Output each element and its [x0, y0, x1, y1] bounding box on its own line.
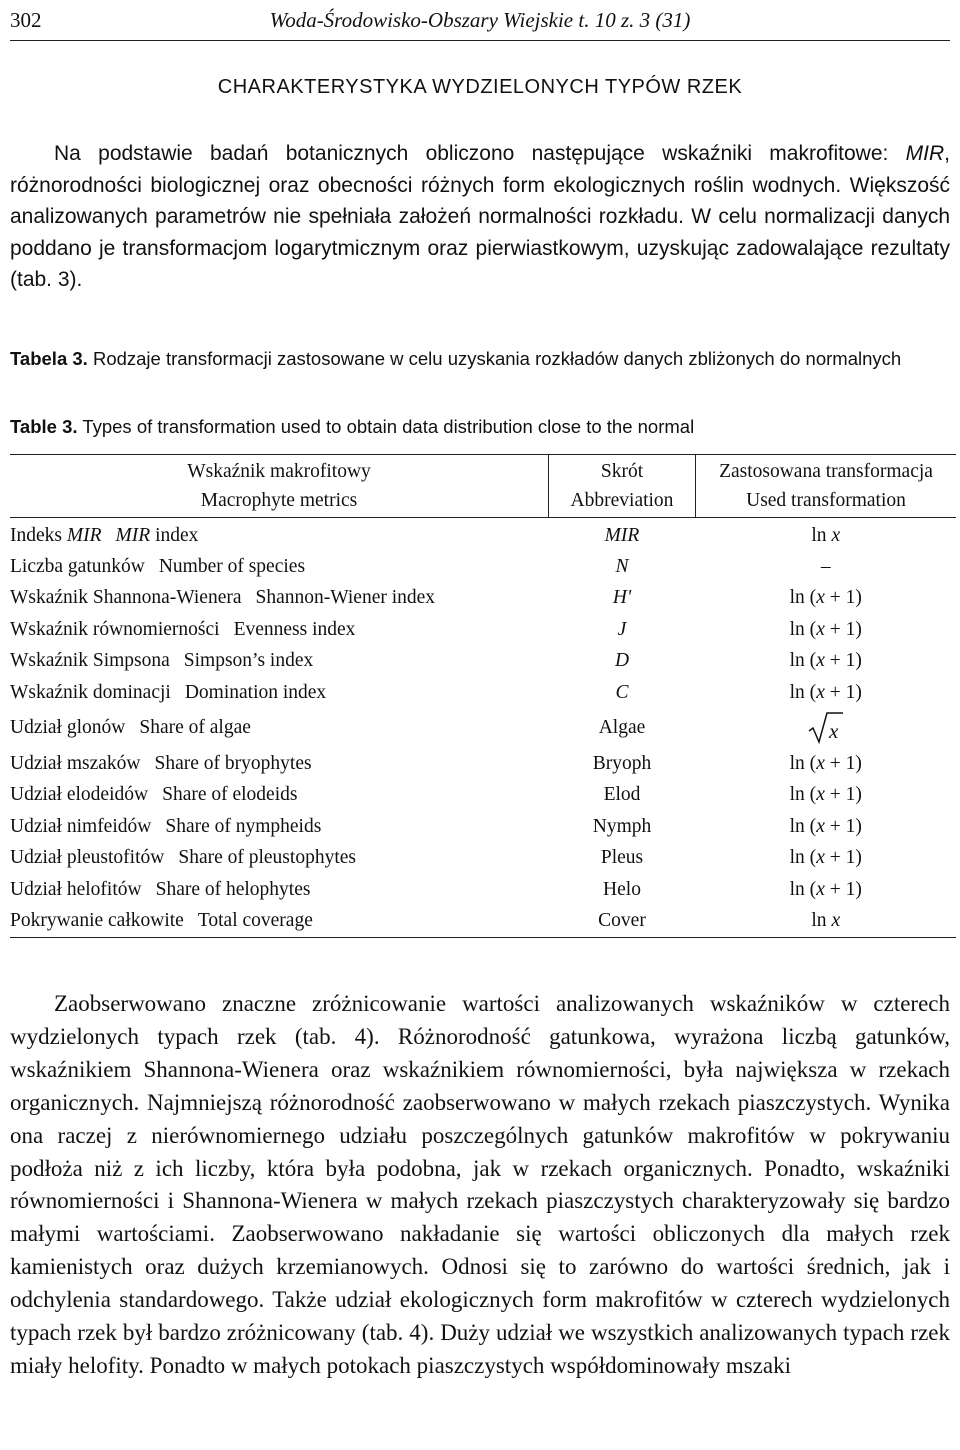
cell-metric-en: Share of bryophytes: [154, 753, 312, 775]
trans-suffix: + 1): [824, 878, 862, 900]
cell-metric: [10, 905, 549, 937]
cell-metric-pl: Udział pleustofitów: [10, 847, 165, 869]
cell-abbreviation: Cover: [598, 909, 646, 931]
trans-prefix: ln (: [789, 753, 817, 775]
cell-abbreviation: Helo: [603, 878, 641, 900]
trans-variable: x: [816, 618, 825, 640]
table-caption-pl: [10, 346, 950, 372]
section-title: CHARAKTERYSTYKA WYDZIELONYCH TYPÓW RZEK: [217, 76, 743, 98]
cell-metric-pl: Wskaźnik Simpsona: [10, 650, 170, 672]
trans-prefix: ln (: [789, 650, 817, 672]
table-row: [10, 518, 956, 552]
cell-metric-pl: Udział mszaków: [10, 753, 141, 775]
cell-metric-pl: Udział nimfeidów: [10, 815, 152, 837]
cell-metric-pl: Wskaźnik równomierności: [10, 618, 220, 640]
cell-metric-pl: Wskaźnik dominacji: [10, 681, 171, 703]
cell-transformation: [696, 518, 957, 552]
cell-mir-abbr-pl: MIR: [66, 524, 102, 546]
cell-metric-en: Share of helophytes: [155, 878, 311, 900]
cell-metric: [10, 614, 549, 645]
trans-prefix: ln (: [789, 847, 817, 869]
cell-metric-en: Share of algae: [139, 717, 251, 739]
cell-metric: [10, 811, 549, 842]
cell-metric-en: Simpson’s index: [183, 650, 314, 672]
cell-metric: [10, 551, 549, 582]
intro-paragraph: [10, 138, 950, 296]
trans-variable: x: [828, 719, 839, 744]
body-paragraph: Zaobserwowano znaczne zróżnicowanie wartości analizowanych wskaźników w czterech wydzielonych typach rzek (tab. 4). Różnorodność gatunkowa, wyrażona liczbą gatunków, wskaźnikiem Shannona-Wienera oraz wskaźnikiem równomierności, była największa w rzekach organicznych. Najmniejszą różnorodność zaobserwowano w małych rzekach piaszczystych. Wynika ona raczej z nierównomiernego udziału poszczególnych gatunków makrofitów w pokrywaniu podłoża niż z ich liczby, która była podobna, jak w rzekach organicznych. Ponadto, wskaźniki równomierności i Shannona-Wienera w małych rzekach piaszczystych charakteryzowały się bardzo małymi wartościami. Zaobserwowano nakładanie się wartości obliczonych dla małych rzek kamienistych oraz dużych krzemianowych. Odnosi się to zarówno do wartości średnich, jak i odchylenia standardowego. Także udział ekologicznych form makrofitów w czterech wydzielonych typach rzek był bardzo zróżnicowany (tab. 4). Duży udział we wszystkich analizowanych typach rzek miały helofity. Ponadto w małych potokach piaszczystych współdominowały mszaki: [10, 991, 950, 1378]
trans-variable: x: [816, 650, 825, 672]
cell-metric-en: Total coverage: [197, 909, 313, 931]
intro-text-2: , różnorodności biologicznej oraz obecności różnych form ekologicznych roślin wodnych. Większość analizowanych parametrów nie spełniała założeń normalności rozkładu. W celu normalizacji danych poddano je transformacjom logarytmicznym oraz pierwiastkowym, uzyskując zadowalające rezultaty (tab. 3).: [10, 142, 950, 291]
trans-variable: x: [816, 753, 825, 775]
cell-transformation: [696, 843, 957, 874]
cell-mir-abbr-en: MIR: [115, 524, 151, 546]
trans-prefix: ln (: [789, 587, 817, 609]
cell-transformation: [696, 874, 957, 905]
cell-metric-en: Domination index: [184, 681, 327, 703]
table-row: [10, 780, 956, 811]
cell-metric: [10, 518, 549, 552]
header-metric: [10, 455, 549, 518]
transformation-table: [10, 454, 956, 938]
cell-transformation: [696, 905, 957, 937]
trans-suffix: + 1): [824, 618, 862, 640]
cell-metric-en: Number of species: [158, 556, 306, 578]
cell-metric-pl: Indeks: [10, 524, 67, 546]
journal-title: Woda-Środowisko-Obszary Wiejskie t. 10 z. 3 (31): [269, 8, 691, 32]
cell-transformation: –: [820, 556, 831, 578]
cell-metric: [10, 677, 549, 708]
cell-metric: [10, 843, 549, 874]
page-header: [10, 4, 950, 41]
trans-suffix: + 1): [824, 753, 862, 775]
intro-text-1: Na podstawie badań botanicznych obliczono następujące wskaźniki makrofitowe:: [54, 142, 906, 165]
table-row: [10, 677, 956, 708]
table-row: [10, 874, 956, 905]
table-header-row: [10, 455, 956, 518]
cell-abbreviation: MIR: [604, 524, 640, 546]
trans-suffix: + 1): [824, 784, 862, 806]
cell-metric-en: Shannon-Wiener index: [255, 587, 436, 609]
table-row: [10, 551, 956, 582]
cell-metric: [10, 780, 549, 811]
trans-prefix: ln (: [789, 681, 817, 703]
trans-variable: x: [816, 784, 825, 806]
trans-prefix: ln (: [789, 618, 817, 640]
page-number: 302: [10, 8, 42, 32]
trans-variable: x: [816, 815, 825, 837]
trans-variable: x: [816, 587, 825, 609]
cell-metric-pl: Wskaźnik Shannona-Wienera: [10, 587, 242, 609]
cell-abbreviation: D: [614, 650, 630, 672]
cell-abbreviation: Pleus: [600, 847, 644, 869]
trans-prefix: ln (: [789, 815, 817, 837]
header-metric-pl: Wskaźnik makrofitowy: [187, 461, 371, 482]
table-row: [10, 614, 956, 645]
trans-function: ln: [811, 524, 832, 546]
table-row: [10, 811, 956, 842]
cell-abbreviation: Nymph: [592, 815, 652, 837]
square-root-symbol: [808, 711, 844, 745]
cell-metric: [10, 874, 549, 905]
intro-mir-abbr: MIR: [905, 142, 945, 165]
table-row: [10, 583, 956, 614]
table-row: [10, 905, 956, 937]
table-row: [10, 708, 956, 748]
cell-abbreviation: Bryoph: [592, 753, 652, 775]
cell-metric: [10, 748, 549, 779]
trans-prefix: ln (: [789, 784, 817, 806]
cell-metric-en: Share of elodeids: [162, 784, 298, 806]
header-trans-pl: Zastosowana transformacja: [719, 461, 933, 482]
trans-variable: x: [816, 878, 825, 900]
cell-transformation: [696, 748, 957, 779]
cell-metric-en: index: [150, 524, 199, 546]
header-abbr-pl: Skrót: [600, 461, 644, 482]
trans-prefix: ln (: [789, 878, 817, 900]
header-transformation: [696, 455, 957, 518]
cell-metric-en: Share of pleustophytes: [178, 847, 356, 869]
cell-metric-pl: Liczba gatunków: [10, 556, 145, 578]
cell-metric-en: Share of nympheids: [165, 815, 322, 837]
table-row: [10, 843, 956, 874]
table-caption-en: [10, 414, 950, 440]
cell-metric-pl: Pokrywanie całkowite: [10, 909, 184, 931]
cell-abbreviation: N: [615, 556, 629, 578]
trans-suffix: + 1): [824, 650, 862, 672]
cell-abbreviation: H': [612, 587, 632, 609]
trans-suffix: + 1): [824, 587, 862, 609]
cell-transformation: [696, 677, 957, 708]
table-row: [10, 646, 956, 677]
header-trans-en: Used transformation: [746, 490, 906, 511]
cell-metric: [10, 646, 549, 677]
trans-variable: x: [831, 524, 841, 546]
table-row: [10, 748, 956, 779]
cell-abbreviation: J: [617, 618, 627, 640]
cell-transformation: [696, 811, 957, 842]
caption-en-label: Table 3.: [10, 416, 78, 437]
trans-variable: x: [831, 909, 841, 931]
cell-abbreviation: C: [615, 681, 629, 703]
trans-prefix: ln: [811, 909, 832, 931]
cell-transformation: [696, 780, 957, 811]
trans-variable: x: [816, 847, 825, 869]
cell-metric-pl: Udział elodeidów: [10, 784, 149, 806]
cell-metric: [10, 708, 549, 748]
cell-metric-en: Evenness index: [233, 618, 356, 640]
trans-suffix: + 1): [824, 847, 862, 869]
cell-transformation: [696, 583, 957, 614]
caption-pl-label: Tabela 3.: [10, 348, 88, 369]
trans-suffix: + 1): [824, 815, 862, 837]
cell-abbreviation: Elod: [603, 784, 641, 806]
caption-pl-text: Rodzaje transformacji zastosowane w celu uzyskania rozkładów danych zbliżonych do normalnych: [87, 348, 902, 369]
cell-transformation: [696, 708, 957, 748]
header-metric-en: Macrophyte metrics: [200, 490, 358, 511]
header-abbr-en: Abbreviation: [570, 490, 674, 511]
caption-en-text: Types of transformation used to obtain data distribution close to the normal: [77, 416, 695, 437]
cell-metric: [10, 583, 549, 614]
trans-suffix: + 1): [824, 681, 862, 703]
cell-abbreviation: Algae: [598, 717, 646, 739]
header-abbreviation: [549, 455, 696, 518]
cell-transformation: [696, 614, 957, 645]
cell-metric-pl: Udział glonów: [10, 717, 126, 739]
cell-transformation: [696, 646, 957, 677]
trans-variable: x: [816, 681, 825, 703]
cell-metric-pl: Udział helofitów: [10, 878, 142, 900]
